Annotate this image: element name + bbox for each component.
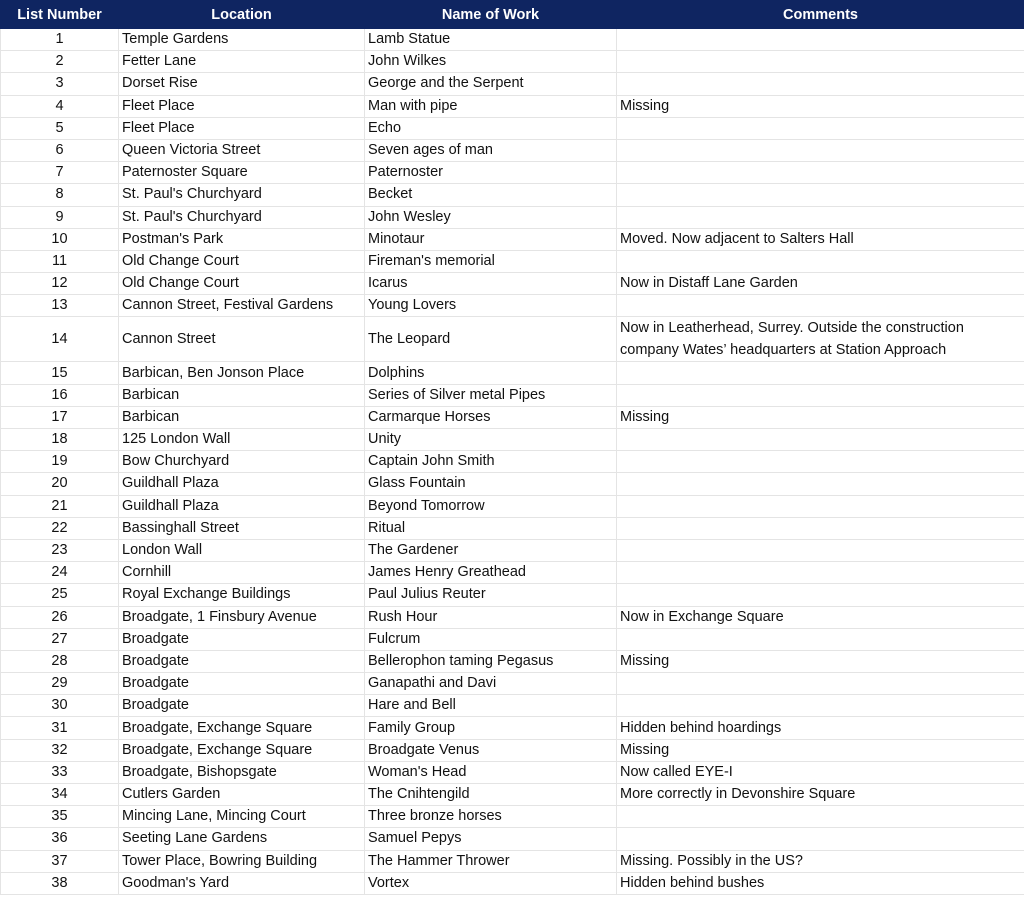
cell-list-number[interactable]: 10 — [1, 228, 119, 250]
cell-location[interactable]: Royal Exchange Buildings — [119, 584, 365, 606]
cell-list-number[interactable]: 9 — [1, 206, 119, 228]
table-body — [1, 29, 1024, 895]
cell-list-number[interactable]: 4 — [1, 95, 119, 117]
cell-comments[interactable] — [617, 362, 1024, 384]
cell-comments[interactable] — [617, 562, 1024, 584]
cell-list-number[interactable]: 1 — [1, 29, 119, 51]
cell-location[interactable]: Fleet Place — [119, 95, 365, 117]
cell-name-of-work[interactable]: Ritual — [365, 517, 617, 539]
cell-comments[interactable] — [617, 429, 1024, 451]
table-row — [1, 584, 1024, 606]
cell-name-of-work[interactable]: The Cnihtengild — [365, 784, 617, 806]
cell-name-of-work[interactable]: Echo — [365, 117, 617, 139]
cell-location[interactable]: Fleet Place — [119, 117, 365, 139]
cell-location[interactable]: Barbican, Ben Jonson Place — [119, 362, 365, 384]
table-row — [1, 473, 1024, 495]
cell-comments[interactable] — [617, 295, 1024, 317]
cell-location[interactable]: Seeting Lane Gardens — [119, 828, 365, 850]
cell-comments[interactable]: Missing — [617, 406, 1024, 428]
cell-location[interactable]: Cannon Street — [119, 317, 365, 362]
cell-name-of-work[interactable]: The Leopard — [365, 317, 617, 362]
cell-comments[interactable] — [617, 495, 1024, 517]
cell-comments[interactable]: Now called EYE-I — [617, 761, 1024, 783]
table-row — [1, 228, 1024, 250]
cell-location[interactable]: Barbican — [119, 384, 365, 406]
cell-location[interactable]: Tower Place, Bowring Building — [119, 850, 365, 872]
cell-name-of-work[interactable]: Paul Julius Reuter — [365, 584, 617, 606]
cell-comments[interactable] — [617, 517, 1024, 539]
table-row — [1, 451, 1024, 473]
cell-location[interactable]: Broadgate — [119, 673, 365, 695]
cell-name-of-work[interactable]: The Hammer Thrower — [365, 850, 617, 872]
cell-list-number[interactable]: 38 — [1, 872, 119, 894]
cell-name-of-work[interactable]: Samuel Pepys — [365, 828, 617, 850]
cell-list-number[interactable]: 14 — [1, 317, 119, 362]
cell-location[interactable]: Goodman's Yard — [119, 872, 365, 894]
header-list-number[interactable]: List Number — [1, 1, 119, 29]
table-row — [1, 628, 1024, 650]
cell-name-of-work[interactable]: Young Lovers — [365, 295, 617, 317]
cell-location[interactable]: St. Paul's Churchyard — [119, 206, 365, 228]
cell-name-of-work[interactable]: Glass Fountain — [365, 473, 617, 495]
table-row — [1, 250, 1024, 272]
cell-name-of-work[interactable]: Seven ages of man — [365, 139, 617, 161]
cell-name-of-work[interactable]: The Gardener — [365, 539, 617, 561]
cell-name-of-work[interactable]: Dolphins — [365, 362, 617, 384]
cell-list-number[interactable]: 2 — [1, 51, 119, 73]
cell-list-number[interactable]: 6 — [1, 139, 119, 161]
cell-list-number[interactable]: 12 — [1, 273, 119, 295]
cell-comments[interactable]: Missing — [617, 95, 1024, 117]
cell-location[interactable]: St. Paul's Churchyard — [119, 184, 365, 206]
cell-list-number[interactable]: 7 — [1, 162, 119, 184]
cell-list-number[interactable]: 34 — [1, 784, 119, 806]
cell-name-of-work[interactable]: Fulcrum — [365, 628, 617, 650]
table-row — [1, 828, 1024, 850]
cell-list-number[interactable]: 24 — [1, 562, 119, 584]
cell-list-number[interactable]: 19 — [1, 451, 119, 473]
cell-comments[interactable]: Missing — [617, 650, 1024, 672]
cell-name-of-work[interactable]: Bellerophon taming Pegasus — [365, 650, 617, 672]
cell-name-of-work[interactable]: Icarus — [365, 273, 617, 295]
table-row — [1, 695, 1024, 717]
cell-name-of-work[interactable]: Family Group — [365, 717, 617, 739]
cell-list-number[interactable]: 20 — [1, 473, 119, 495]
table-row — [1, 517, 1024, 539]
cell-list-number[interactable]: 35 — [1, 806, 119, 828]
table-row — [1, 872, 1024, 894]
cell-name-of-work[interactable]: Fireman's memorial — [365, 250, 617, 272]
cell-comments[interactable]: Now in Exchange Square — [617, 606, 1024, 628]
cell-name-of-work[interactable]: Hare and Bell — [365, 695, 617, 717]
cell-name-of-work[interactable]: Broadgate Venus — [365, 739, 617, 761]
cell-list-number[interactable]: 5 — [1, 117, 119, 139]
table-row — [1, 295, 1024, 317]
cell-comments[interactable] — [617, 184, 1024, 206]
cell-location[interactable]: Bow Churchyard — [119, 451, 365, 473]
cell-comments[interactable] — [617, 384, 1024, 406]
cell-location[interactable]: Temple Gardens — [119, 29, 365, 51]
cell-comments[interactable]: Now in Distaff Lane Garden — [617, 273, 1024, 295]
cell-comments[interactable] — [617, 673, 1024, 695]
cell-name-of-work[interactable]: Woman's Head — [365, 761, 617, 783]
cell-location[interactable]: Cornhill — [119, 562, 365, 584]
cell-list-number[interactable]: 28 — [1, 650, 119, 672]
table-row — [1, 650, 1024, 672]
cell-name-of-work[interactable]: George and the Serpent — [365, 73, 617, 95]
cell-comments[interactable] — [617, 162, 1024, 184]
cell-name-of-work[interactable]: Rush Hour — [365, 606, 617, 628]
cell-name-of-work[interactable]: Minotaur — [365, 228, 617, 250]
cell-location[interactable]: Broadgate — [119, 628, 365, 650]
table-row — [1, 606, 1024, 628]
cell-location[interactable]: Bassinghall Street — [119, 517, 365, 539]
cell-list-number[interactable]: 8 — [1, 184, 119, 206]
table-row — [1, 317, 1024, 362]
cell-list-number[interactable]: 23 — [1, 539, 119, 561]
cell-name-of-work[interactable]: Vortex — [365, 872, 617, 894]
cell-list-number[interactable]: 32 — [1, 739, 119, 761]
cell-location[interactable]: Postman's Park — [119, 228, 365, 250]
cell-list-number[interactable]: 36 — [1, 828, 119, 850]
cell-comments[interactable] — [617, 117, 1024, 139]
cell-name-of-work[interactable]: Carmarque Horses — [365, 406, 617, 428]
cell-list-number[interactable]: 17 — [1, 406, 119, 428]
cell-name-of-work[interactable]: James Henry Greathead — [365, 562, 617, 584]
cell-comments[interactable] — [617, 628, 1024, 650]
header-location[interactable]: Location — [119, 1, 365, 29]
cell-list-number[interactable]: 33 — [1, 761, 119, 783]
cell-comments[interactable] — [617, 73, 1024, 95]
cell-comments[interactable]: More correctly in Devonshire Square — [617, 784, 1024, 806]
cell-list-number[interactable]: 18 — [1, 429, 119, 451]
table-row — [1, 406, 1024, 428]
table-row — [1, 206, 1024, 228]
cell-name-of-work[interactable]: Ganapathi and Davi — [365, 673, 617, 695]
cell-comments[interactable] — [617, 139, 1024, 161]
table-row — [1, 739, 1024, 761]
cell-comments[interactable]: Hidden behind bushes — [617, 872, 1024, 894]
cell-comments[interactable] — [617, 451, 1024, 473]
cell-name-of-work[interactable]: John Wesley — [365, 206, 617, 228]
cell-comments[interactable] — [617, 250, 1024, 272]
cell-list-number[interactable]: 30 — [1, 695, 119, 717]
table-row — [1, 717, 1024, 739]
cell-location[interactable]: Broadgate — [119, 650, 365, 672]
cell-comments[interactable] — [617, 473, 1024, 495]
table-row — [1, 29, 1024, 51]
cell-list-number[interactable]: 27 — [1, 628, 119, 650]
cell-location[interactable]: Broadgate, 1 Finsbury Avenue — [119, 606, 365, 628]
cell-name-of-work[interactable]: Three bronze horses — [365, 806, 617, 828]
cell-name-of-work[interactable]: Beyond Tomorrow — [365, 495, 617, 517]
table-row — [1, 51, 1024, 73]
table-row — [1, 139, 1024, 161]
cell-comments[interactable] — [617, 584, 1024, 606]
cell-location[interactable]: Broadgate, Exchange Square — [119, 739, 365, 761]
table-row — [1, 495, 1024, 517]
table-row — [1, 761, 1024, 783]
cell-list-number[interactable]: 13 — [1, 295, 119, 317]
cell-list-number[interactable]: 11 — [1, 250, 119, 272]
table-row — [1, 73, 1024, 95]
cell-location[interactable]: Queen Victoria Street — [119, 139, 365, 161]
cell-location[interactable]: Cutlers Garden — [119, 784, 365, 806]
cell-location[interactable]: Dorset Rise — [119, 73, 365, 95]
cell-location[interactable]: Broadgate, Exchange Square — [119, 717, 365, 739]
table-header — [1, 1, 1024, 29]
cell-name-of-work[interactable]: Lamb Statue — [365, 29, 617, 51]
cell-location[interactable]: Fetter Lane — [119, 51, 365, 73]
cell-comments[interactable]: Missing — [617, 739, 1024, 761]
cell-location[interactable]: Broadgate — [119, 695, 365, 717]
cell-comments[interactable] — [617, 806, 1024, 828]
cell-comments[interactable] — [617, 51, 1024, 73]
cell-list-number[interactable]: 15 — [1, 362, 119, 384]
cell-location[interactable]: Guildhall Plaza — [119, 495, 365, 517]
cell-list-number[interactable]: 16 — [1, 384, 119, 406]
cell-list-number[interactable]: 25 — [1, 584, 119, 606]
cell-location[interactable]: Broadgate, Bishopsgate — [119, 761, 365, 783]
cell-list-number[interactable]: 29 — [1, 673, 119, 695]
cell-comments[interactable]: Moved. Now adjacent to Salters Hall — [617, 228, 1024, 250]
cell-comments[interactable] — [617, 539, 1024, 561]
cell-comments[interactable]: Missing. Possibly in the US? — [617, 850, 1024, 872]
cell-list-number[interactable]: 3 — [1, 73, 119, 95]
table-row — [1, 384, 1024, 406]
cell-location[interactable]: London Wall — [119, 539, 365, 561]
table-row — [1, 539, 1024, 561]
header-comments[interactable]: Comments — [617, 1, 1024, 29]
cell-location[interactable]: Paternoster Square — [119, 162, 365, 184]
table-row — [1, 184, 1024, 206]
header-name-of-work[interactable]: Name of Work — [365, 1, 617, 29]
cell-name-of-work[interactable]: Man with pipe — [365, 95, 617, 117]
cell-name-of-work[interactable]: Unity — [365, 429, 617, 451]
cell-location[interactable]: Guildhall Plaza — [119, 473, 365, 495]
table-row — [1, 806, 1024, 828]
table-row — [1, 273, 1024, 295]
cell-location[interactable]: Old Change Court — [119, 250, 365, 272]
cell-name-of-work[interactable]: Becket — [365, 184, 617, 206]
cell-comments[interactable] — [617, 29, 1024, 51]
table-row — [1, 562, 1024, 584]
cell-name-of-work[interactable]: Paternoster — [365, 162, 617, 184]
cell-list-number[interactable]: 22 — [1, 517, 119, 539]
header-row — [1, 1, 1024, 29]
cell-name-of-work[interactable]: Series of Silver metal Pipes — [365, 384, 617, 406]
table-row — [1, 362, 1024, 384]
cell-list-number[interactable]: 26 — [1, 606, 119, 628]
cell-location[interactable]: Barbican — [119, 406, 365, 428]
cell-comments[interactable] — [617, 695, 1024, 717]
cell-list-number[interactable]: 37 — [1, 850, 119, 872]
table-row — [1, 95, 1024, 117]
cell-comments[interactable]: Now in Leatherhead, Surrey. Outside the construction company Wates’ headquarters at Station Approach — [617, 317, 1024, 362]
cell-name-of-work[interactable]: John Wilkes — [365, 51, 617, 73]
cell-list-number[interactable]: 31 — [1, 717, 119, 739]
table-row — [1, 162, 1024, 184]
cell-location[interactable]: Cannon Street, Festival Gardens — [119, 295, 365, 317]
cell-location[interactable]: Old Change Court — [119, 273, 365, 295]
cell-comments[interactable]: Hidden behind hoardings — [617, 717, 1024, 739]
cell-location[interactable]: Mincing Lane, Mincing Court — [119, 806, 365, 828]
cell-list-number[interactable]: 21 — [1, 495, 119, 517]
cell-name-of-work[interactable]: Captain John Smith — [365, 451, 617, 473]
table-row — [1, 117, 1024, 139]
table-row — [1, 784, 1024, 806]
cell-comments[interactable] — [617, 828, 1024, 850]
table-row — [1, 850, 1024, 872]
table-row — [1, 673, 1024, 695]
table-row — [1, 429, 1024, 451]
cell-location[interactable]: 125 London Wall — [119, 429, 365, 451]
cell-comments[interactable] — [617, 206, 1024, 228]
